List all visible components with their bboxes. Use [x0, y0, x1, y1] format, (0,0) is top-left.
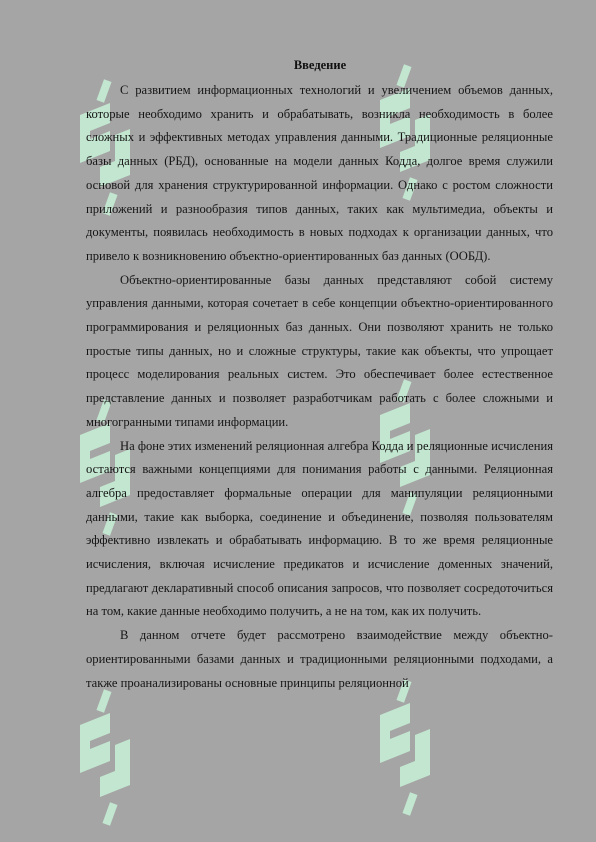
document-body: [86, 79, 553, 695]
paragraph: Объектно-ориентированные базы данных представляют собой систему управления данными, которая сочетает в себе концепции объектно-ориентированного программирования и реляционных баз данных. Они позволяют хранить не только простые типы данных, но и сложные структуры, такие как объекты, что упрощает процесс моделирования реальных систем. Это обеспечивает более естественное представление данных и позволяет разработчикам работать с более сложными и многогранными типами информации.: [86, 272, 553, 429]
paragraph: С развитием информационных технологий и увеличением объемов данных, которые необходимо хранить и обрабатывать, возникла необходимость в более сложных и эффективных методах управления данными. Традиционные реляционные базы данных (РБД), основанные на модели данных Кодда, долгое время служили основой для хранения структурированной информации. Однако с ростом сложности приложений и разнообразия типов данных, таких как мультимедиа, объекты и документы, появилась необходимость в новых подходах к организации данных, что привело к возникновению объектно-ориентированных баз данных (ООБД).: [86, 83, 553, 263]
watermark-icon: [370, 675, 440, 825]
watermark-icon: [70, 685, 140, 835]
document-title: Введение: [293, 58, 347, 72]
paragraph: В данном отчете будет рассмотрено взаимодействие между объектно-ориентированными базами данных и традиционными реляционными подходами, а также проанализированы основные принципы реляционной: [86, 628, 553, 690]
paragraph: На фоне этих изменений реляционная алгебра Кодда и реляционные исчисления остаются важными концепциями для понимания работы с данными. Реляционная алгебра предоставляет формальные операции для манипуляции реляционными данными, такие как выборка, соединение и объединение, позволяя пользователям эффективно извлекать и обрабатывать информацию. В то же время реляционные исчисления, включая исчисление предикатов и исчисление доменных значений, предлагают декларативный способ описания запросов, что позволяет сосредоточиться на том, какие данные необходимо получить, а не на том, как их получить.: [86, 438, 553, 619]
